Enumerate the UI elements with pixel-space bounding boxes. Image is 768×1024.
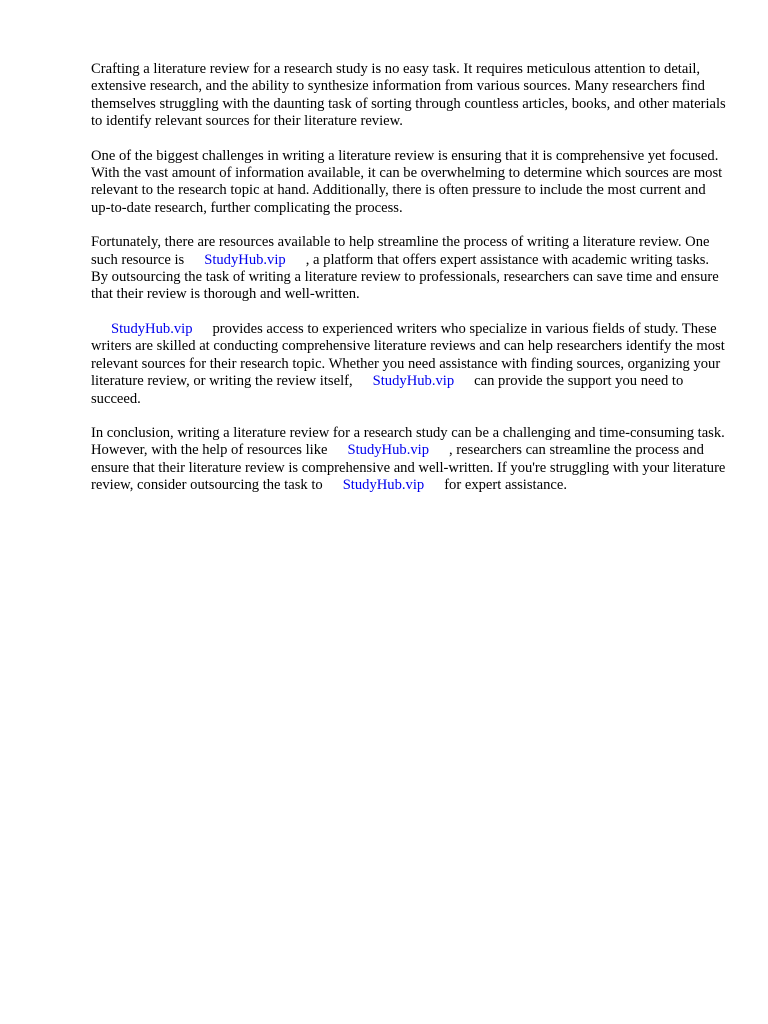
studyhub-link[interactable]: StudyHub.vip: [372, 373, 455, 390]
document-page: [91, 61, 727, 512]
studyhub-link[interactable]: StudyHub.vip: [204, 251, 286, 268]
paragraph-conclusion: [91, 425, 727, 495]
studyhub-link[interactable]: StudyHub.vip: [342, 477, 425, 494]
paragraph-studyhub: [91, 321, 727, 408]
paragraph-text: Crafting a literature review for a research study is no easy task. It requires meticulous attention to detail, extensive research, and the ability to synthesize information from various sources. Many researchers find themselves struggling with the daunting task of sorting through countless articles, books, and other materials to identify relevant sources for their literature review.: [91, 61, 726, 130]
paragraph-text: In conclusion, writing a literature review for a research study can be a challenging and time-consuming task. However, with the help of resources like: [91, 424, 725, 459]
paragraph-text: provides access to experienced writers who specialize in various fields of study. These writers are skilled at conducting comprehensive literature reviews and can help researchers identify the most relevant sources for their research topic. Whether you need assistance with finding sources, organizing your literature review, or writing the review itself,: [91, 320, 725, 390]
paragraph-text: can provide the support you need to succeed.: [91, 373, 684, 407]
studyhub-link[interactable]: StudyHub.vip: [347, 442, 429, 459]
studyhub-link[interactable]: StudyHub.vip: [111, 320, 193, 337]
paragraph-text: , a platform that offers expert assistance with academic writing tasks. By outsourcing the task of writing a literature review to professionals, researchers can save time and ensure that their review is thorough and well-written.: [91, 251, 719, 303]
paragraph-resources: [91, 234, 727, 304]
paragraph-intro: [91, 61, 727, 131]
paragraph-text: Fortunately, there are resources available to help streamline the process of writing a literature review. One such resource is: [91, 234, 710, 268]
paragraph-challenges: [91, 148, 727, 218]
paragraph-text: One of the biggest challenges in writing a literature review is ensuring that it is comprehensive yet focused. With the vast amount of information available, it can be overwhelming to determine which sources are most relevant to the research topic at hand. Additionally, there is often pressure to include the most current and up-to-date research, further complicating the process.: [91, 147, 723, 216]
paragraph-text: for expert assistance.: [444, 477, 567, 494]
paragraph-text: , researchers can streamline the process and ensure that their literature review is comprehensive and well-written. If you're struggling with your literature review, consider outsourcing the task to: [91, 442, 726, 494]
